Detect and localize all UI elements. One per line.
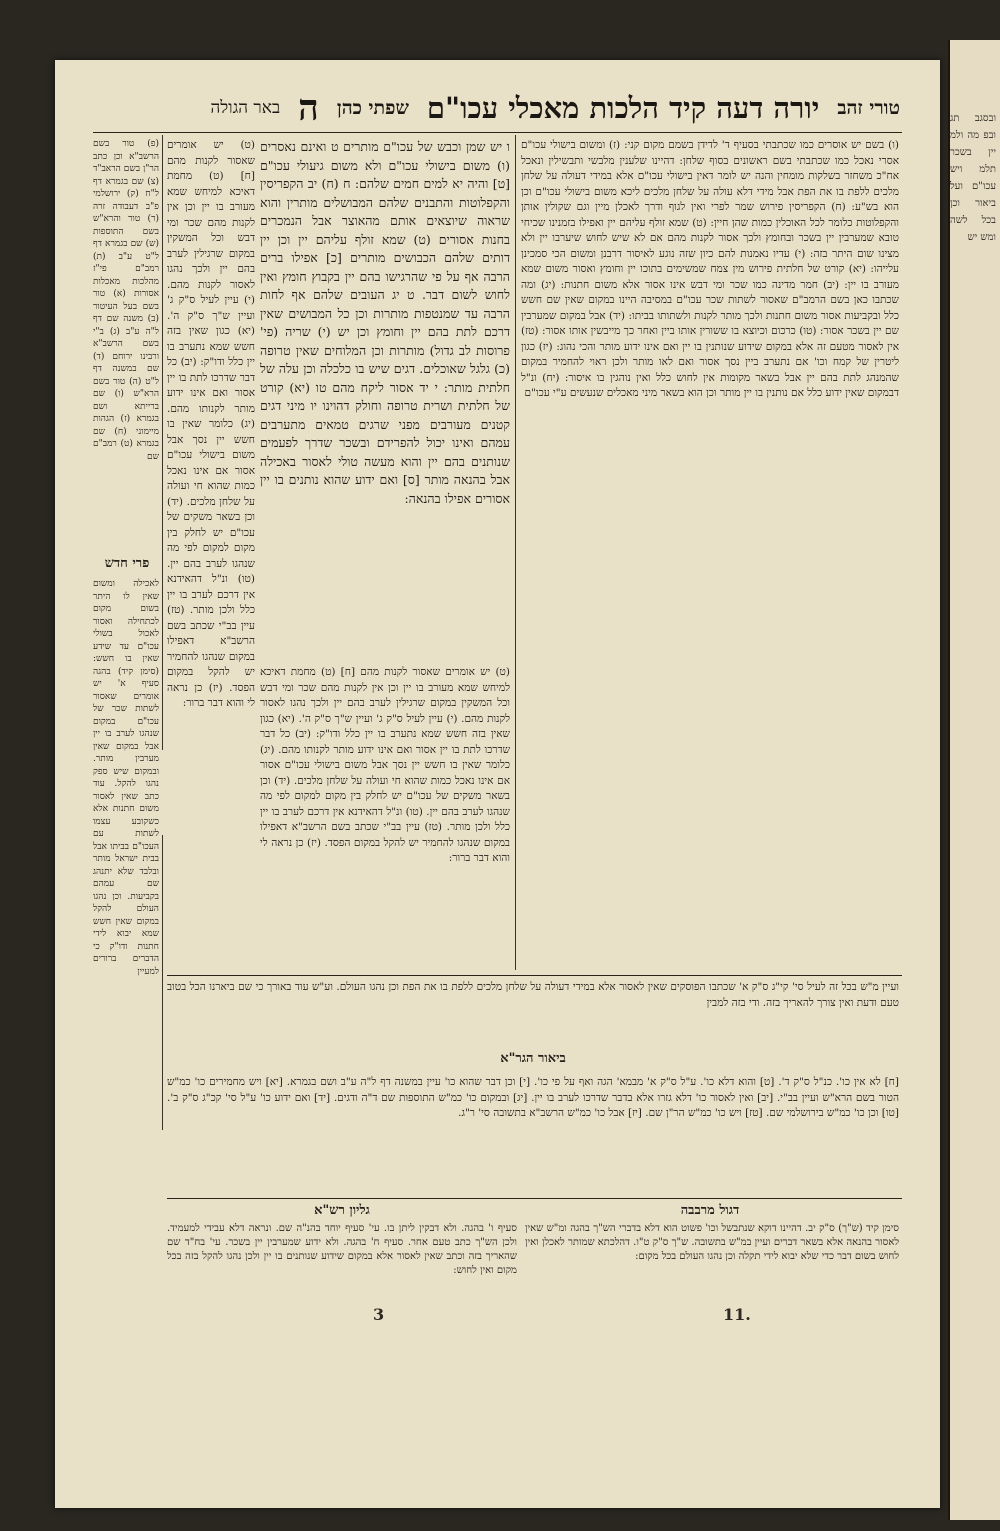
gra-text: [ח] לא אין כו'. כנ"ל ס"ק ד'. [ט] והוא דלא כו'. ע"ל ס"ק א' מבמא' הגה ואף על פי כו'. [י] וכן דבר שהוא כו' עיין במשנה דף ל"ה ע"ב ושם בגמרא. [יא] ויש מחמירים כו' כמ"ש הטור בשם הרא"ש ועיין בב"י. [יב] ואין לאסור כו' דלא גזרו אלא בדבר שדרכו לערב בו יין. [יג] ובמקום כו' כמ"ש התוספות שם ד"ה ודגים. [יד] ואם ידוע כו' ע"ל סי' קכ"ג ס"ק ב'. [טו] וכן כו' כמ"ש בירושלמי שם. [טז] ויש כו' כמ"ש הר"ן שם. [יז] אבל כו' כמ"ש הרשב"א בתשובה סי' ר"ג.: [167, 1076, 899, 1119]
dagul-heading: דגול מרבבה: [680, 1203, 740, 1218]
shach-column: (ט) יש אומרים שאסור לקנות מהם [ח] (ט) מחמת דאיכא למיחש שמא מעורב בו יין וכן אין לקנות מהם שכר ומי דבש וכל המשקין במקום שרגילין לערב בהם יין ולכך נהגו לאסור לקנות מהם. (י) עיין לעיל ס"ק ג' ועיין ש"ך ס"ק ה'. (יא) כגון שאין בזה חשש שמא נתערב בו יין כלל ודו"ק: (יב) כל דבר שדרכו לתת בו יין אסור ואם אינו ידוע מותר לקנותו מהם. (יג) כלומר שאין בו חשש יין נסך אבל משום בישולי עכו"ם אסור אם אינו נאכל כמות שהוא חי ועולה על שלחן מלכים. (יד) וכן בשאר משקים של עכו"ם יש לחלק בין מקום למקום לפי מה שנהגו לערב בהם יין. (טו) ונ"ל דהאידנא אין דרכם לערב בו יין כלל ולכן מותר. (טז) עיין בב"י שכתב בשם הרשב"א דאפילו במקום שנהגו להחמיר יש להקל במקום הפסד. (יז) כן נראה לי והוא דבר ברור:: [167, 139, 255, 709]
taz-bottom-text: ועיין מ"ש בכל זה לעיל סי' קי"ג ס"ק א' שכתבו הפוסקים שאין לאסור אלא במידי דעולה על שלחן מלכים ללפת בו את הפת וכן נהגו העולם. וע"ש עוד באורך כי שם ביארנו הכל בטוב טעם ודעת ואין צורך להאריך בזה. ודי בזה למבין: [167, 981, 899, 1009]
page-header: [150, 88, 900, 128]
adjacent-page-edge: [948, 40, 1000, 1520]
gra-heading: ביאור הגר"א: [500, 1051, 566, 1066]
pri-chadash-heading: פרי חדש: [104, 556, 150, 571]
header-taz-title: טורי זהב: [837, 96, 900, 119]
shach-continuation: (ט) יש אומרים שאסור לקנות מהם [ח] (ט) מחמת דאיכא למיחש שמא מעורב בו יין וכן אין לקנות מהם שכר ומי דבש וכל המשקין במקום שרגילין לערב בהם יין ולכך נהגו לאסור לקנות מהם. (י) עיין לעיל ס"ק ג' ועיין ש"ך ס"ק ה'. (יא) כגון שאין בזה חשש שמא נתערב בו יין כלל ודו"ק: (יב) כל דבר שדרכו לתת בו יין אסור ואם אינו ידוע מותר לקנותו מהם. (יג) כלומר שאין בו חשש יין נסך אבל משום בישולי עכו"ם אסור אם אינו נאכל כמות שהוא חי ועולה על שלחן מלכים. (יד) וכן בשאר משקים של עכו"ם יש לחלק בין מקום למקום לפי מה שנהגו לערב בהם יין. (טו) ונ"ל דהאידנא אין דרכם לערב בו יין כלל ולכן מותר. (טז) עיין בב"י שכתב בשם הרשב"א דאפילו במקום שנהגו להחמיר יש להקל במקום הפסד. (יז) כן נראה לי והוא דבר ברור:: [260, 666, 510, 864]
pri-chadash-column: לאכילה ומשום שאין לו היתר בשום מקום לכתחילה ואסור לאכול בשולי עכו"ם עד שידע שאין בו חשש: (סימן קיד) בהגה סעיף א' יש אומרים שאסור לשתות שכר של עכו"ם במקום שנהגו לערב בו יין אבל במקום שאין מערבין מותר. ובמקום שיש ספק נהגו להקל. עוד כתב שאין לאסור משום חתנות אלא כשקובע עצמו לשתות עם העכו"ם בביתו אבל בבית ישראל מותר ובלבד שלא יתנהג שם עמהם בקביעות. וכן נהגו העולם להקל במקום שאין חשש שמא יבוא לידי חתנות ודו"ק כי הדברים ברורים למעיין: [93, 579, 159, 977]
divider-shach-main: [515, 135, 516, 970]
book-page: [55, 60, 940, 1508]
main-text-column: ו יש שמן וכבש של עכו"ם מותרים ט ואינם נאסרים (ו) משום בישולי עכו"ם ולא משום גיעולי עכו"ם [ט] והיה יא למים חמים שלהם: ח (ח) יב הקפריסין והקפלוטות והתבנים שלהם המבושלים מותרין והוא שראוה שיוצאים אותם מהאוצר אבל הנמכרים בחנות אסורים (ט) שמא זולף עליהם יין וכן יין דותים שלהם הכבושים מותרים [כ] אפילו ברים הרבה אף על פי שהרגישו בהם יין בקבוץ חומץ ואין לחוש לשום דבר. ט יג העובים שלהם אף לחות הרבה עד שמנטפות מותרות וכן כל המבושים שאין דרכם לתת בהם יין וחומץ וכן יש (י) שריה (פי' פרוסות לב גדול) מותרות וכן המלוחים שאין טרופה (כ) גלגל שאוכלים. דגים שיש בו כלכלה וכן עלה של חלתית מותר: י יד אסור ליקח מהם טו (יא) קורט של חלתית ושרית טרופה וחולק דהוינו יו מיני דגים קטנים מעורבים מפני שרגים טמאים מתערבים עמהם ואינו יכול להפרידם ובשכר שדרך לפעמים שנותנים בהם יין והוא מעשה טולי לאסור באכילה אבל בהנאה מותר [ס] ואם ידוע שהוא נותנים בו יין אסורים אפילו בהנאה:: [260, 139, 510, 506]
header-rule: [93, 132, 902, 133]
dagul-text: סימן קיד (ש"ך) ס"ק יב. דהיינו דוקא שנתבשל וכו' פשוט הוא דלא בדברי הש"ך בהגה ומ"ש שאין לאסור בהנאה אלא בשאר דברים ועיין במ"ש בתשובה. ש"ך ס"ק ט"ו. דהלכתא שמותר לאכלן ואין לחוש בשום דבר כדי שלא יבוא לידי תקלה וכן נהגו העולם בכל מקום:: [525, 1223, 899, 1262]
page-number-left: 3: [373, 1305, 385, 1324]
taz-column: (ו) בשם יש אוסרים כמו שכתבתי בסעיף ד' לדידן בשמם מקום קני: (ז) ומשום בישולי עכו"ם אסרי נאכל כמו שכתבתי בשם ראשונים בסוף שלחן: דהיינו שלענין מלבשי ותבשילין ונאכל אח"כ משחזר בשלקות מומחין והנה יש לומר דאין בישולי עכו"ם אלא במידי דעולה על שלחן מלכים ללפת בו את הפת אבל מידי דלא עולה על שלחן מלכים ליכא משום בישולי עכו"ם וכן הוא בש"ע: (ח) הקפריסין פירוש שמר לפרי ואין לגוף ודרך לאכלן מיין וגם שקולין אותן והקפלוטות כלומר לכל האוכלין כמות שהן חיין: (ט) שמא זולף עליהם יין ואפילו בזמנינו שכיחי טובא שמערבין יין בשכר ובחומץ ולכך אסור לקנות מהם אם לא שיש לחוש שיערבו יין ולא מצינו שום היתר בזה: (י) עדיו נאמנות להם כיון שזה נוגע לאיסור דרבנן ומשום הכי סמכינן עלייהו: (יא) קורט של חלתית פירוש מין צמח שמשימים בתוכו יין וחומץ ואסור משום שמא מעורב בו יין: (יב) חמר מדינה כמו שכר ומי דבש אינו אסור אלא משום חתנות: (יג) ומה שכתבו כאן בשם הרמב"ם שאסור לשתות שכר עכו"ם במסיבה היינו במקום שאין שם חשש כלל ובקביעות אסור משום חתנות ולכך מותר לקנות ולשתותו בביתו: (יד) אבל במקום שמערבין שם יין בשכר אסור: (טו) כרכום וכיוצא בו ששורין אותו ביין ואחר כך מייבשין אותו אסור: (טז) אין לאסור מטעם זה אלא במקום שידוע שנותנין בו יין ואם אינו ידוע מותר והכי נהוג: (יז) כגון ליטרין של קמח וכו' אם נתערב ביין נסך אסור ואם לאו מותר ולכן ראוי להחמיר במקום שהמנהג לתת בהם יין אבל בשאר מקומות אין לחוש כלל ואין נוהגין בו איסור: (יח) ונ"ל דבמקום שאין ידוע כלל אם נותנין בו יין מותר וכן הוא בשאר מיני מאכלים שנעשים ע"י עכו"ם: [521, 139, 899, 399]
taz-bottom-rule: [167, 975, 902, 976]
beer-hagolah-column: (פ) טור בשם הרשב"א וכן כתב הר"ן בשם הראב"ד (צ) שם בגמרא דף ל"ח (ק) ירושלמי פ"ב דעבודה זרה (ר) טור והרא"ש בשם התוספות (ש) שם בגמרא דף ל"ט ע"ב (ת) רמב"ם פי"ז מהלכות מאכלות אסורות (א) טור בשם בעל העיטור (ב) משנה שם דף ל"ה ע"ב (ג) ב"י בשם הרשב"א ורבינו ירוחם (ד) שם במשנה דף ל"ט (ה) טור בשם הרא"ש (ו) שם ברייתא ושם בגמרא (ז) הגהות מיימוני (ח) שם בגמרא (ט) רמב"ם שם: [93, 139, 159, 462]
divider-pri-chadash: [162, 835, 163, 1130]
header-main-title: יורה דעה קיד הלכות מאכלי עכו"ם: [426, 90, 820, 125]
header-page-letter: ה: [298, 87, 319, 129]
gilyon-heading: גליון רש"א: [314, 1203, 370, 1218]
header-beer-title: באר הגולה: [210, 98, 281, 118]
header-shach-title: שפתי כהן: [336, 96, 409, 119]
divider-beer: [162, 135, 163, 750]
adjacent-page-text: ובסגב תג ובפ מה ולמ יין בשכר תלמ ויש עכו"ם ועל ביאור וכן בכל לשה ומש יש: [950, 113, 996, 243]
page-number-right: 11.: [723, 1305, 751, 1324]
gilyon-text: סעיף ו' בהגה. ולא דבקין ליתן בו. עי' סעיף יוחד בהנ"ה שם. ונראה דלא עבידי למעמיד. ולכן הש"ך כתב טעם אחר. סעיף ח' בהגה. ולא ידוע שמערבין יין בשכר. עי' בח"ד שם שהאריך בזה וכתב שאין לאסור אלא במקום שידוע שנותנים בו יין ולכן נהגו להקל בזה בכל מקום ואין לחוש:: [167, 1223, 517, 1276]
lower-rule: [167, 1198, 902, 1199]
